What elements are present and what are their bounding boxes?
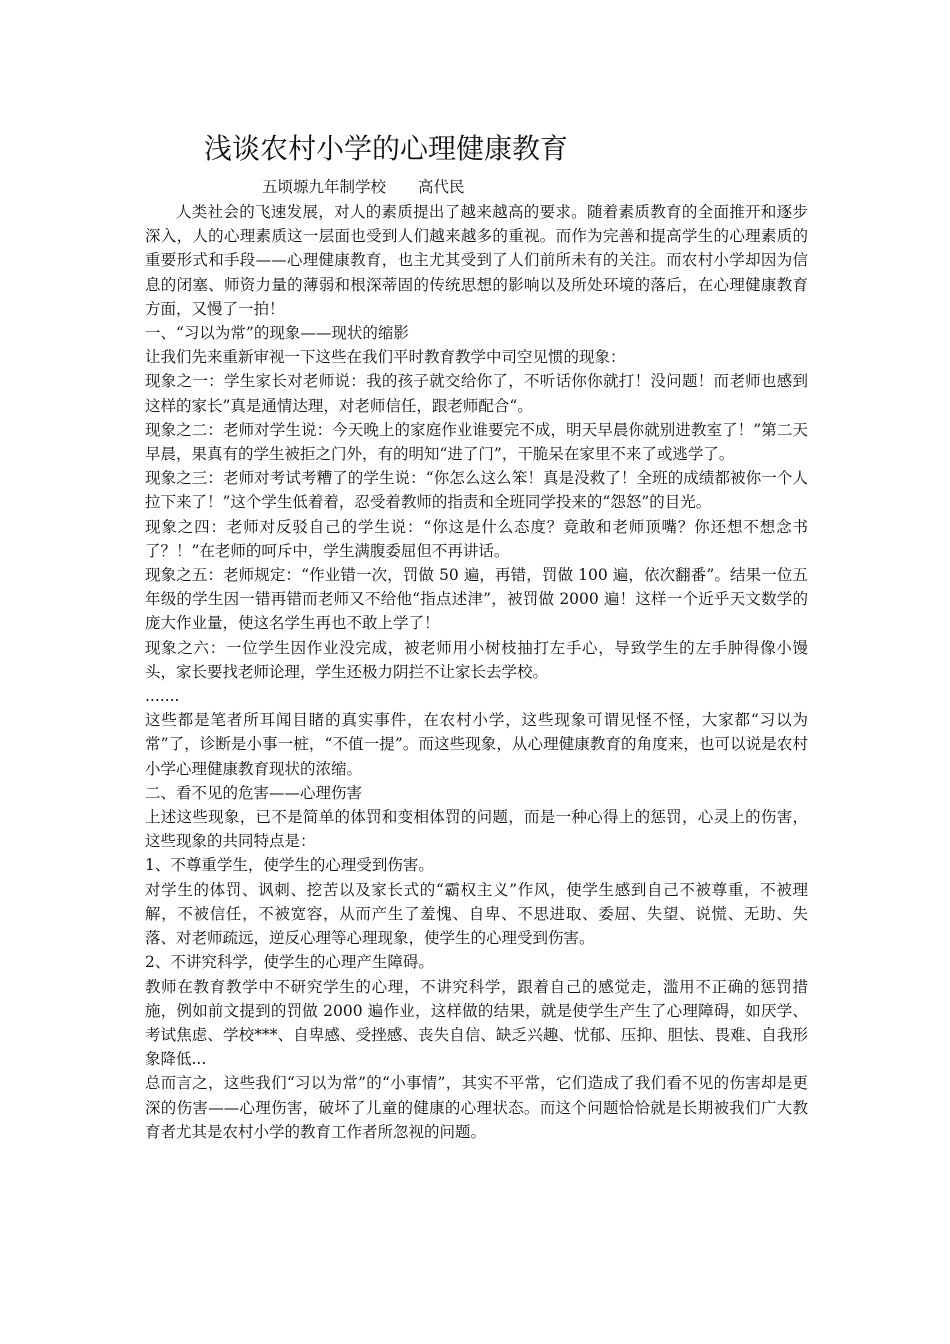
author-name: 高代民	[418, 178, 465, 196]
paragraph: 对学生的体罚、讽刺、挖苦以及家长式的“霸权主义”作风，使学生感到自己不被尊重，不被理解，不被信任，不被宽容，从而产生了羞愧、自卑、不思进取、委屈、失望、说慌、无助、失落、对老师疏远，逆反心理等心理现象，使学生的心理受到伤害。	[145, 880, 808, 948]
section-heading-1: 一、“习以为常”的现象——现状的缩影	[145, 324, 409, 343]
ellipsis-line: .......	[145, 687, 180, 706]
intro-paragraph: 人类社会的飞速发展，对人的素质提出了越来越高的要求。随着素质教育的全面推开和逐步深入，人的心理素质这一层面也受到人们越来越多的重视。而作为完善和提高学生的心理素质的重要形式和手段——心理健康教育，也主尤其受到了人们前所未有的关注。而农村小学却因为信息的闭塞、师资力量的薄弱和根深蒂固的传统思想的影响以及所处环境的落后，在心理健康教育方面，又慢了一拍！	[145, 203, 808, 318]
paragraph: 总而言之，这些我们“习以为常”的“小事情”，其实不平常，它们造成了我们看不见的伤害却是更深的伤害——心理伤害，破坏了儿童的健康的心理状态。而这个问题恰恰就是长期被我们广大教育者尤其是农村小学的教育工作者所忽视的问题。	[145, 1074, 808, 1141]
section-heading-2: 二、看不见的危害——心理伤害	[145, 783, 363, 802]
paragraph: 这些都是笔者所耳闻目睹的真实事件，在农村小学，这些现象可谓见怪不怪，大家都“习以为常”了，诊断是小事一桩，“不值一提”。而这些现象，从心理健康教育的角度来，也可以说是农村小学心理健康教育现状的浓缩。	[145, 711, 808, 778]
paragraph: 教师在教育教学中不研究学生的心理，不讲究科学，跟着自己的感觉走，滥用不正确的惩罚措施，例如前文提到的罚做 2000 遍作业，这样做的结果，就是使学生产生了心理障碍，如厌学、考试焦虑、学校***、自卑感、受挫感、丧失自信、缺乏兴趣、忧郁、压抑、胆怯、畏难、自我形象降低...	[145, 977, 808, 1069]
paragraph: 让我们先来重新审视一下这些在我们平时教育教学中司空见惯的现象：	[145, 348, 626, 367]
document-title: 浅谈农村小学的心理健康教育	[204, 132, 569, 165]
byline	[262, 176, 465, 198]
paragraph: 现象之二：老师对学生说：今天晚上的家庭作业谁要完不成，明天早晨你就别进教室了！”第二天早晨，果真有的学生被拒之门外，有的明知“进了门”，干脆呆在家里不来了或逃学了。	[145, 420, 808, 464]
subheading: 1、不尊重学生，使学生的心理受到伤害。	[145, 856, 434, 875]
school-name: 五顷塬九年制学校	[262, 178, 387, 196]
document-body	[145, 200, 808, 1144]
subheading: 2、不讲究科学，使学生的心理产生障碍。	[145, 953, 434, 972]
paragraph: 现象之三：老师对考试考糟了的学生说：“你怎么这么笨！真是没救了！全班的成绩都被你一个人拉下来了！”这个学生低着着，忍受着教师的指责和全班同学投来的“怨怒”的目光。	[145, 469, 808, 512]
paragraph: 上述这些现象，已不是简单的体罚和变相体罚的问题，而是一种心得上的惩罚，心灵上的伤害，这些现象的共同特点是：	[145, 808, 808, 851]
paragraph: 现象之四：老师对反驳自己的学生说：“你这是什么态度？竟敢和老师顶嘴？你还想不想念书了？！”在老师的呵斥中，学生满腹委屈但不再讲话。	[145, 517, 808, 560]
paragraph: 现象之一：学生家长对老师说：我的孩子就交给你了，不听话你你就打！没问题！而老师也感到这样的家长”真是通情达理，对老师信任，跟老师配合“。	[145, 372, 808, 415]
paragraph: 现象之六：一位学生因作业没完成，被老师用小树枝抽打左手心，导致学生的左手肿得像小馒头，家长要找老师论理，学生还极力阴拦不让家长去学校。	[145, 638, 808, 681]
paragraph: 现象之五：老师规定：“作业错一次，罚做 50 遍，再错，罚做 100 遍，依次翻番”。结果一位五年级的学生因一错再错而老师又不给他“指点述津”，被罚做 2000 遍！这样一个近乎天文数学的庞大作业量，使这名学生再也不敢上学了！	[145, 566, 808, 633]
